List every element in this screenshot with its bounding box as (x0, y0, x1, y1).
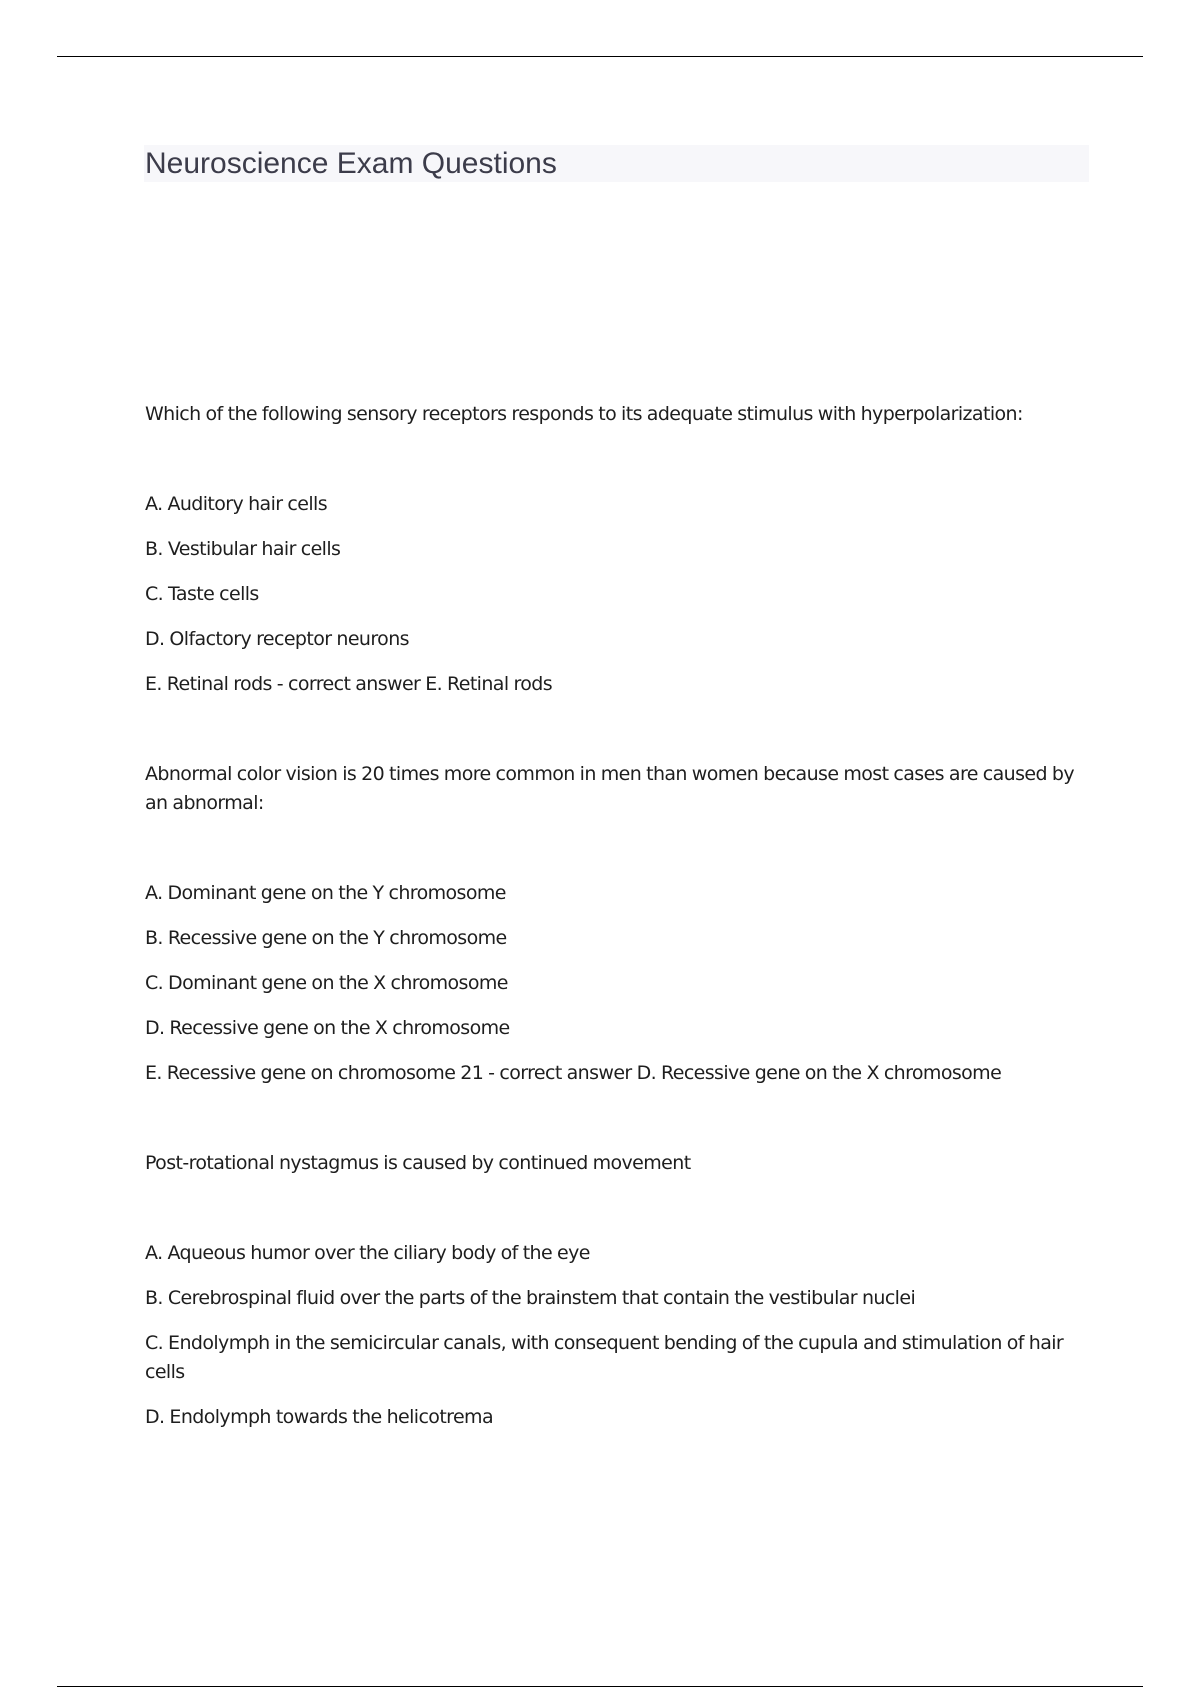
answer-option: D. Endolymph towards the helicotrema (145, 1406, 494, 1428)
question-block (145, 1149, 1085, 1432)
question-text: Which of the following sensory receptors responds to its adequate stimulus with hyperpolarization: (145, 403, 1023, 425)
answer-option: B. Recessive gene on the Y chromosome (145, 927, 507, 949)
header-rule (57, 56, 1143, 57)
footer-rule (57, 1686, 1143, 1687)
question-text: Abnormal color vision is 20 times more common in men than women because most cases are caused by an abnormal: (145, 763, 1074, 814)
question-block (145, 760, 1085, 1088)
answer-option: D. Recessive gene on the X chromosome (145, 1017, 510, 1039)
answer-option: C. Dominant gene on the X chromosome (145, 972, 508, 994)
answer-option: B. Cerebrospinal fluid over the parts of the brainstem that contain the vestibular nuclei (145, 1287, 916, 1309)
page-title: Neuroscience Exam Questions (145, 147, 557, 180)
answer-option: A. Dominant gene on the Y chromosome (145, 882, 506, 904)
question-list (145, 400, 1085, 1493)
answer-option: C. Endolymph in the semicircular canals, with consequent bending of the cupula and stimulation of hair cells (145, 1332, 1064, 1383)
question-block (145, 400, 1085, 699)
answer-option: C. Taste cells (145, 583, 259, 605)
answer-option: A. Auditory hair cells (145, 493, 327, 515)
answer-option: E. Recessive gene on chromosome 21 - correct answer D. Recessive gene on the X chromosome (145, 1062, 1002, 1084)
answer-option: A. Aqueous humor over the ciliary body of the eye (145, 1242, 590, 1264)
question-text: Post-rotational nystagmus is caused by continued movement (145, 1152, 691, 1174)
answer-option: D. Olfactory receptor neurons (145, 628, 409, 650)
answer-option: E. Retinal rods - correct answer E. Retinal rods (145, 673, 553, 695)
answer-option: B. Vestibular hair cells (145, 538, 341, 560)
